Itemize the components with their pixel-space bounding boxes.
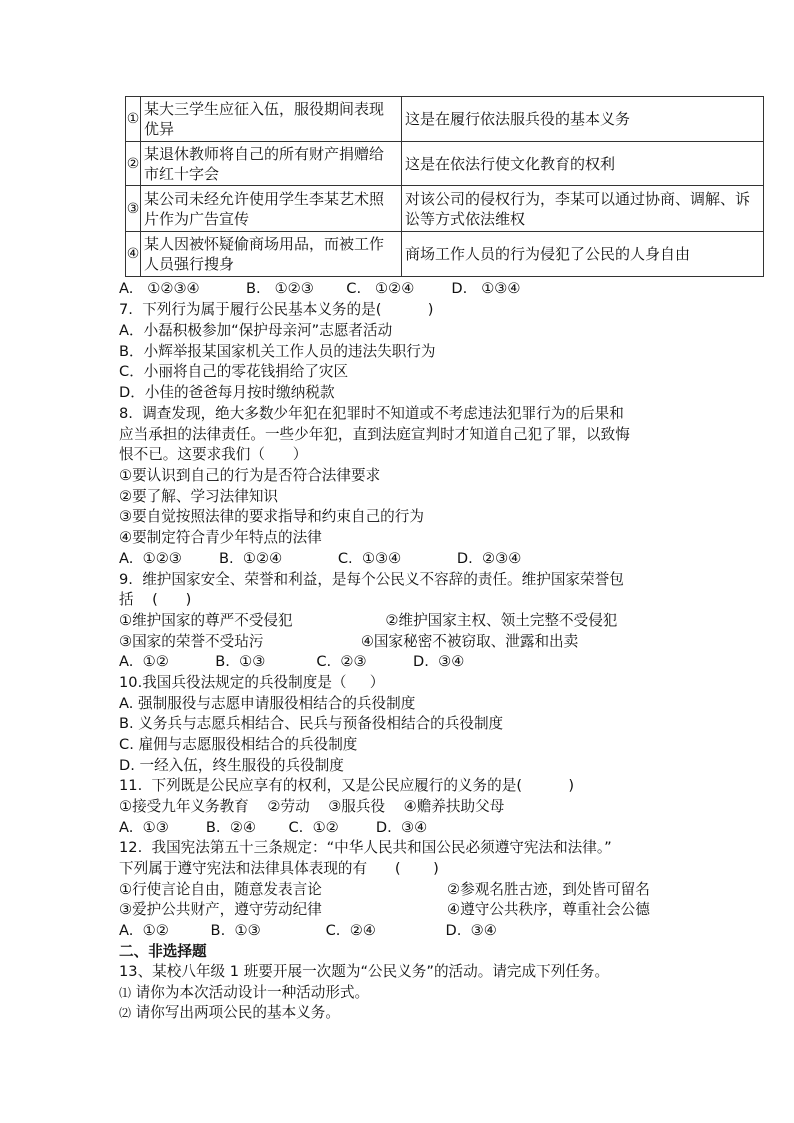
row-number: ② [126,142,141,186]
q10-option-a: A. 强制服役与志愿申请服役相结合的兵役制度 [119,695,416,712]
row-number: ③ [126,186,141,232]
q12-stem-line2: 下列属于遵守宪法和法律具体表现的有 ( ) [119,860,439,877]
q12-options: A. ①② B. ①③ C. ②④ D. ③④ [119,922,497,939]
q6-options: A. ①②③④ B. ①②③ C. ①②④ D. ①③④ [119,280,521,297]
q9-stem-line2: 括 ( ) [119,591,192,608]
q10-stem: 10.我国兵役法规定的兵役制度是（ ） [119,674,385,691]
comment-cell: 这是在履行依法服兵役的基本义务 [402,97,764,142]
table-row [126,142,764,186]
table-row [126,232,764,277]
q9-stem-line1: 9. 维护国家安全、荣誉和利益，是每个公民义不容辞的责任。维护国家荣誉包 [119,571,624,588]
q12-items-3-4: ③爱护公共财产，遵守劳动纪律 ④遵守公共秩序，尊重社会公德 [119,901,650,918]
q9-items-3-4: ③国家的荣誉不受玷污 ④国家秘密不被窃取、泄露和出卖 [119,633,579,650]
q13-subquestion-1 [119,983,369,1003]
q8-item-4: ④要制定符合青少年特点的法律 [119,529,322,546]
q7-stem: 7. 下列行为属于履行公民基本义务的是( ) [119,301,434,318]
comment-cell: 这是在依法行使文化教育的权利 [402,142,764,186]
question-6-table [125,96,764,277]
q8-stem-line1: 8. 调查发现，绝大多数少年犯在犯罪时不知道或不考虑违法犯罪行为的后果和 [119,405,624,422]
q11-stem: 11. 下列既是公民应享有的权利，又是公民应履行的义务的是( ) [119,777,575,794]
row-number: ④ [126,232,141,277]
q9-options: A. ①② B. ①③ C. ②③ D. ③④ [119,653,465,670]
q7-option-c: C．小丽将自己的零花钱捐给了灾区 [119,363,349,380]
event-cell: 某人因被怀疑偷商场用品，而被工作人员强行搜身 [141,232,402,277]
q8-item-3: ③要自觉按照法律的要求指导和约束自己的行为 [119,508,424,525]
q8-stem-line3: 恨不已。这要求我们（ ） [119,446,308,463]
event-cell: 某公司未经允许使用学生李某艺术照片作为广告宣传 [141,186,402,232]
q8-stem-line2: 应当承担的法律责任。一些少年犯，直到法庭宣判时才知道自己犯了罪，以致悔 [119,426,630,443]
q11-items: ①接受九年义务教育 ②劳动 ③服兵役 ④赡养扶助父母 [119,798,505,815]
comment-cell: 商场工作人员的行为侵犯了公民的人身自由 [402,232,764,277]
table-row [126,186,764,232]
event-cell: 某退休教师将自己的所有财产捐赠给市红十字会 [141,142,402,186]
q7-option-b: B．小辉举报某国家机关工作人员的违法失职行为 [119,343,436,360]
subquestion-text: 请你为本次活动设计一种活动形式。 [131,984,370,1001]
q9-items-1-2: ①维护国家的尊严不受侵犯 ②维护国家主权、领土完整不受侵犯 [119,612,618,629]
q8-item-1: ①要认识到自己的行为是否符合法律要求 [119,467,381,484]
q13-stem: 13、某校八年级 1 班要开展一次题为“公民义务”的活动。请完成下列任务。 [119,963,610,980]
row-number: ① [126,97,141,142]
subquestion-text: 请你写出两项公民的基本义务。 [131,1004,340,1021]
q13-subquestion-2 [119,1003,340,1023]
subquestion-number: ⑵ [119,1006,132,1020]
table-row [126,97,764,142]
section-heading: 二、非选择题 [119,943,207,960]
subquestion-number: ⑴ [119,986,132,1000]
q7-option-a: A．小磊积极参加“保护母亲河”志愿者活动 [119,322,393,339]
event-cell: 某大三学生应征入伍，服役期间表现优异 [141,97,402,142]
q7-option-d: D．小佳的爸爸每月按时缴纳税款 [119,384,335,401]
q10-option-c: C. 雇佣与志愿服役相结合的兵役制度 [119,736,358,753]
q10-option-d: D. 一经入伍，终生服役的兵役制度 [119,757,344,774]
q8-item-2: ②要了解、学习法律知识 [119,488,279,505]
q12-stem-line1: 12. 我国宪法第五十三条规定：“中华人民共和国公民必须遵守宪法和法律。” [119,839,612,856]
q11-options: A. ①③ B. ②④ C. ①② D. ③④ [119,819,428,836]
comment-cell: 对该公司的侵权行为，李某可以通过协商、调解、诉讼等方式依法维权 [402,186,764,232]
q12-items-1-2: ①行使言论自由，随意发表言论 ②参观名胜古迹，到处皆可留名 [119,881,650,898]
q8-options: A. ①②③ B. ①②④ C. ①③④ D. ②③④ [119,550,522,567]
q10-option-b: B. 义务兵与志愿兵相结合、民兵与预备役相结合的兵役制度 [119,715,504,732]
